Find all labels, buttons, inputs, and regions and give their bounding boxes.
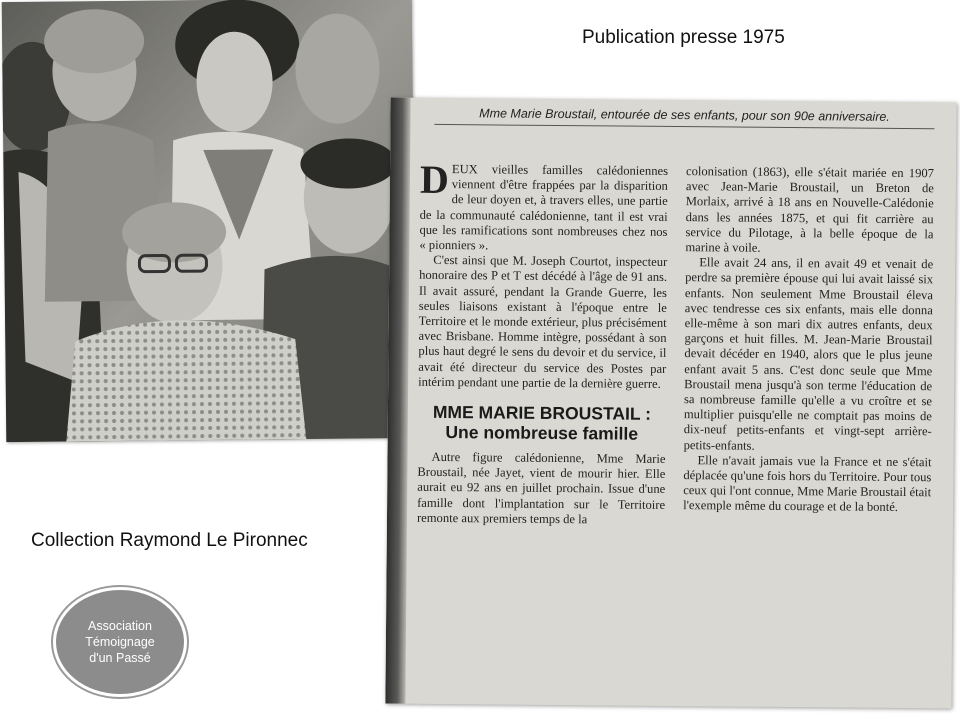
photograph-image (2, 0, 417, 442)
family-photograph (2, 0, 417, 442)
collection-caption: Collection Raymond Le Pironnec (31, 530, 308, 551)
newspaper-clipping (385, 98, 956, 709)
article-paragraph: Elle n'avait jamais vue la France et ne s'était déplacée qu'une fois hors du Territoire. Pour tous ceux qui l'ont connue, Mme Marie Broustail était l'exemple même du courage et de la bonté. (683, 453, 932, 515)
article-paragraph (419, 156, 669, 255)
article-paragraph: Autre figure calédonienne, Mme Marie Broustail, née Jayet, vient de mourir hier. Elle aurait eu 92 ans en juillet prochain. Issue d'une famille dont l'implantation sur le Territoire remonte aux premiers temps de la (416, 449, 666, 527)
seal-line-3: d'un Passé (89, 651, 151, 665)
article-paragraph: C'est ainsi que M. Joseph Courtot, inspecteur honoraire des P et T est décédé à l'âge de 91 ans. Il avait assuré, pendant la Grande Guerre, les seules liaisons existant à l'époque entre le Territoire et le monde extérieur, plus précisément avec Brisbane. Homme intègre, possédant à son plus haut degré le sens du devoir et du service, il avait été directeur du service des Postes par intérim pendant une partie de la dernière guerre. (418, 253, 668, 391)
article-paragraph: colonisation (1863), elle s'était mariée en 1907 avec Jean-Marie Broustail, un Breton de Morlaix, arrivé à 18 ans en Nouvelle-Calédonie dans les années 1875, et qui fit carrière au service du Pilotage, à la belle époque de la marine à voile. (685, 164, 935, 255)
article-paragraph: Elle avait 24 ans, il en avait 49 et venait de perdre sa première épouse qui lui avait laissé six enfants. Non seulement Mme Broustail éleva avec tendresse ces six enfants, mais elle donna elle-même à son mari dix autres enfants, deux garçons et huit filles. M. Jean-Marie Broustail devait décéder en 1940, alors que le plus jeune enfant avait 5 ans. C'est donc seule que Mme Broustail mena jusqu'à son terme l'éducation de sa nombreuse famille qu'elle a vu croître et se multiplier puisqu'elle ne comptait pas moins de dix-neuf petits-enfants et vingt-sept arrière-petits-enfants. (683, 255, 934, 453)
seal-line-1: Association (88, 619, 152, 633)
article-column-right (683, 164, 934, 516)
article-column-left (416, 156, 669, 528)
publication-caption: Publication presse 1975 (582, 27, 785, 48)
association-seal (56, 590, 184, 694)
article-paragraph-text: EUX vieilles familles calédoniennes viennent d'être frappées par la disparition de leur doyen et, à travers elles, une partie de la communauté calédonienne, tant il est vrai que les ramifications sont nombreuses chez nos « pionniers ». (419, 162, 669, 253)
drop-cap: D (419, 156, 450, 203)
clipping-shadow-edge (385, 98, 410, 704)
seal-line-2: Témoignage (85, 635, 155, 649)
article-headline: MME MARIE BROUSTAIL : Une nombreuse famille (432, 401, 652, 444)
article-photo-caption: Mme Marie Broustail, entourée de ses enfants, pour son 90e anniversaire. (434, 106, 934, 129)
